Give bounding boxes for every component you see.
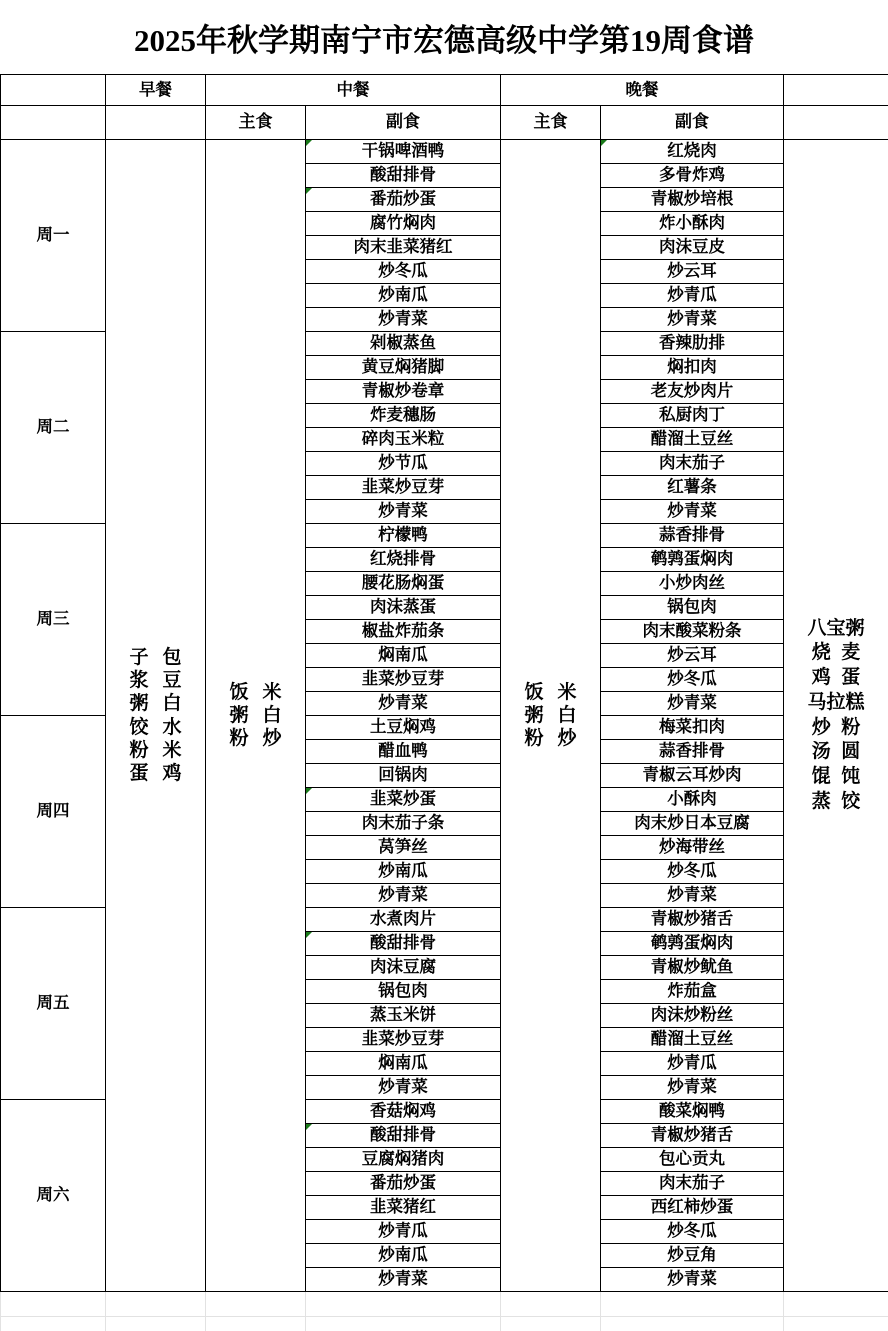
lunch-side-dish: 腰花肠焖蛋 bbox=[306, 572, 501, 596]
header-lunch-side: 副食 bbox=[306, 106, 501, 140]
breakfast-cell-char: 粉 bbox=[129, 739, 149, 761]
lunch-side-dish: 焖南瓜 bbox=[306, 1052, 501, 1076]
day-label-周六: 周六 bbox=[1, 1100, 106, 1292]
lunch-staple-cell-char: 米 bbox=[262, 681, 282, 703]
extra-snack-char: 粉 bbox=[841, 716, 861, 738]
empty-grid-cell[interactable] bbox=[1, 1316, 106, 1331]
empty-grid-cell[interactable] bbox=[784, 1316, 888, 1331]
breakfast-cell-char: 粥 bbox=[129, 693, 149, 715]
dinner-staple-cell-char: 粉 bbox=[524, 728, 544, 750]
lunch-side-dish: 炒青瓜 bbox=[306, 1220, 501, 1244]
empty-grid-cell[interactable] bbox=[206, 1316, 306, 1331]
lunch-side-dish: 香菇焖鸡 bbox=[306, 1100, 501, 1124]
dinner-side-dish: 炒云耳 bbox=[601, 644, 784, 668]
extra-snacks-list bbox=[784, 617, 888, 815]
lunch-side-dish: 土豆焖鸡 bbox=[306, 716, 501, 740]
lunch-side-dish: 炒南瓜 bbox=[306, 284, 501, 308]
lunch-staple-cell-char: 白 bbox=[262, 704, 282, 726]
header-corner-cell bbox=[1, 75, 106, 106]
dinner-side-dish: 炒冬瓜 bbox=[601, 668, 784, 692]
dinner-side-dish: 小炒肉丝 bbox=[601, 572, 784, 596]
header-row-categories bbox=[1, 106, 888, 140]
lunch-side-dish: 醋血鸭 bbox=[306, 740, 501, 764]
empty-grid-rows bbox=[0, 1292, 888, 1331]
header-dinner: 晚餐 bbox=[501, 75, 784, 106]
lunch-side-dish: 韭菜炒蛋 bbox=[306, 788, 501, 812]
breakfast-cell-char: 子 bbox=[129, 646, 149, 668]
empty-grid-cell[interactable] bbox=[306, 1292, 501, 1316]
empty-grid-row bbox=[1, 1316, 888, 1331]
dinner-side-dish: 包心贡丸 bbox=[601, 1148, 784, 1172]
lunch-staple-cell-char: 饭 bbox=[229, 681, 249, 703]
dinner-side-dish: 炒青菜 bbox=[601, 1268, 784, 1292]
menu-row bbox=[1, 140, 888, 164]
breakfast-cell-char: 水 bbox=[162, 716, 182, 738]
dinner-side-dish: 蒜香排骨 bbox=[601, 524, 784, 548]
breakfast-cell-char: 包 bbox=[162, 646, 182, 668]
lunch-side-dish: 蒸玉米饼 bbox=[306, 1004, 501, 1028]
dinner-side-dish: 酸菜焖鸭 bbox=[601, 1100, 784, 1124]
dinner-side-dish: 老友炒肉片 bbox=[601, 380, 784, 404]
header-sub-corner bbox=[1, 106, 106, 140]
dinner-side-dish: 青椒云耳炒肉 bbox=[601, 764, 784, 788]
empty-grid-row bbox=[1, 1292, 888, 1316]
lunch-side-dish: 腐竹焖肉 bbox=[306, 212, 501, 236]
header-lunch: 中餐 bbox=[206, 75, 501, 106]
cell-error-marker-icon bbox=[306, 932, 312, 938]
breakfast-cell bbox=[106, 140, 206, 1292]
dinner-side-dish: 肉沫炒粉丝 bbox=[601, 1004, 784, 1028]
header-sub-extra bbox=[784, 106, 888, 140]
empty-grid-cell[interactable] bbox=[1, 1292, 106, 1316]
dinner-staple-cell bbox=[501, 140, 601, 1292]
dinner-side-dish: 肉末酸菜粉条 bbox=[601, 620, 784, 644]
extra-snack-char: 饺 bbox=[841, 790, 861, 812]
dinner-side-dish: 锅包肉 bbox=[601, 596, 784, 620]
empty-grid-cell[interactable] bbox=[501, 1316, 601, 1331]
lunch-side-dish: 红烧排骨 bbox=[306, 548, 501, 572]
lunch-side-dish: 椒盐炸茄条 bbox=[306, 620, 501, 644]
lunch-side-dish: 炒青菜 bbox=[306, 500, 501, 524]
cell-error-marker-icon bbox=[306, 140, 312, 146]
lunch-side-dish: 炒节瓜 bbox=[306, 452, 501, 476]
cell-error-marker-icon bbox=[601, 140, 607, 146]
dinner-staple-cell-col-0 bbox=[558, 681, 577, 751]
lunch-side-dish: 酸甜排骨 bbox=[306, 164, 501, 188]
day-label-周一: 周一 bbox=[1, 140, 106, 332]
extra-snack-item: 八宝粥 bbox=[807, 617, 865, 639]
lunch-side-dish: 青椒炒卷章 bbox=[306, 380, 501, 404]
lunch-side-dish: 炒青菜 bbox=[306, 1268, 501, 1292]
lunch-side-dish: 豆腐焖猪肉 bbox=[306, 1148, 501, 1172]
extra-snack-item: 马拉糕 bbox=[807, 691, 865, 713]
dinner-side-dish: 炒青菜 bbox=[601, 884, 784, 908]
lunch-side-dish: 回锅肉 bbox=[306, 764, 501, 788]
dinner-side-dish: 醋溜土豆丝 bbox=[601, 428, 784, 452]
day-label-周三: 周三 bbox=[1, 524, 106, 716]
breakfast-cell-char: 豆 bbox=[162, 670, 182, 692]
breakfast-cell-char: 饺 bbox=[129, 716, 149, 738]
breakfast-cell-col-1 bbox=[129, 646, 148, 785]
dinner-staple-cell-char: 白 bbox=[557, 704, 577, 726]
empty-grid-cell[interactable] bbox=[106, 1292, 206, 1316]
dinner-side-dish: 炸茄盒 bbox=[601, 980, 784, 1004]
dinner-side-dish: 红烧肉 bbox=[601, 140, 784, 164]
dinner-staple-cell-char: 饭 bbox=[524, 681, 544, 703]
day-label-周二: 周二 bbox=[1, 332, 106, 524]
header-lunch-staple: 主食 bbox=[206, 106, 306, 140]
page-title-row bbox=[0, 0, 888, 74]
breakfast-cell-char: 鸡 bbox=[162, 762, 182, 784]
dinner-side-dish: 梅菜扣肉 bbox=[601, 716, 784, 740]
lunch-staple-cell-content bbox=[206, 681, 305, 751]
dinner-side-dish: 肉末茄子 bbox=[601, 452, 784, 476]
extra-snack-char: 汤 bbox=[811, 741, 831, 763]
lunch-side-dish: 肉沫豆腐 bbox=[306, 956, 501, 980]
dinner-staple-cell-col-1 bbox=[524, 681, 543, 751]
dinner-side-dish: 青椒炒猪舌 bbox=[601, 908, 784, 932]
dinner-staple-cell-char: 粥 bbox=[524, 704, 544, 726]
day-label-周五: 周五 bbox=[1, 908, 106, 1100]
lunch-staple-cell-char: 炒 bbox=[262, 728, 282, 750]
empty-grid-cell[interactable] bbox=[501, 1292, 601, 1316]
lunch-side-dish: 炸麦穗肠 bbox=[306, 404, 501, 428]
lunch-side-dish: 干锅啤酒鸭 bbox=[306, 140, 501, 164]
empty-grid-cell[interactable] bbox=[601, 1292, 784, 1316]
lunch-side-dish: 韭菜炒豆芽 bbox=[306, 476, 501, 500]
extra-snack-char: 圆 bbox=[841, 741, 861, 763]
header-dinner-staple: 主食 bbox=[501, 106, 601, 140]
menu-table bbox=[0, 74, 888, 1292]
dinner-side-dish: 私厨肉丁 bbox=[601, 404, 784, 428]
breakfast-cell-char: 白 bbox=[162, 693, 182, 715]
lunch-side-dish: 肉末茄子条 bbox=[306, 812, 501, 836]
extra-snack-char: 炒 bbox=[811, 716, 831, 738]
dinner-side-dish: 青椒炒培根 bbox=[601, 188, 784, 212]
extra-snack-char: 蒸 bbox=[811, 790, 831, 812]
header-breakfast: 早餐 bbox=[106, 75, 206, 106]
page-title: 2025年秋学期南宁市宏德高级中学第19周食谱 bbox=[134, 22, 754, 58]
breakfast-cell-char: 米 bbox=[162, 739, 182, 761]
header-dinner-side: 副食 bbox=[601, 106, 784, 140]
lunch-side-dish: 炒南瓜 bbox=[306, 1244, 501, 1268]
dinner-side-dish: 炒青菜 bbox=[601, 1076, 784, 1100]
lunch-side-dish: 酸甜排骨 bbox=[306, 1124, 501, 1148]
extra-snack-item bbox=[812, 716, 860, 741]
dinner-side-dish: 炒海带丝 bbox=[601, 836, 784, 860]
dinner-side-dish: 蒜香排骨 bbox=[601, 740, 784, 764]
lunch-side-dish: 肉末韭菜猪红 bbox=[306, 236, 501, 260]
dinner-side-dish: 鹌鹑蛋焖肉 bbox=[601, 548, 784, 572]
lunch-staple-cell-col-0 bbox=[263, 681, 282, 751]
empty-grid-cell[interactable] bbox=[601, 1316, 784, 1331]
dinner-side-dish: 多骨炸鸡 bbox=[601, 164, 784, 188]
lunch-staple-cell-col-1 bbox=[229, 681, 248, 751]
dinner-side-dish: 炒青瓜 bbox=[601, 1052, 784, 1076]
extra-snack-item bbox=[812, 790, 860, 815]
dinner-staple-cell-char: 炒 bbox=[557, 728, 577, 750]
lunch-side-dish: 水煮肉片 bbox=[306, 908, 501, 932]
extra-snack-item bbox=[812, 666, 860, 691]
dinner-side-dish: 青椒炒鱿鱼 bbox=[601, 956, 784, 980]
extra-snack-char: 蛋 bbox=[841, 667, 861, 689]
lunch-side-dish: 锅包肉 bbox=[306, 980, 501, 1004]
dinner-side-dish: 香辣肋排 bbox=[601, 332, 784, 356]
dinner-staple-cell-char: 米 bbox=[557, 681, 577, 703]
lunch-side-dish: 炒青菜 bbox=[306, 1076, 501, 1100]
extra-snack-char: 麦 bbox=[841, 642, 861, 664]
dinner-side-dish: 小酥肉 bbox=[601, 788, 784, 812]
lunch-side-dish: 肉沫蒸蛋 bbox=[306, 596, 501, 620]
extra-snack-item bbox=[812, 740, 860, 765]
breakfast-cell-content bbox=[106, 646, 205, 785]
lunch-staple-cell-char: 粉 bbox=[229, 728, 249, 750]
cell-error-marker-icon bbox=[306, 788, 312, 794]
dinner-side-dish: 炒豆角 bbox=[601, 1244, 784, 1268]
lunch-side-dish: 炒南瓜 bbox=[306, 860, 501, 884]
empty-grid-cell[interactable] bbox=[306, 1316, 501, 1331]
dinner-side-dish: 鹌鹑蛋焖肉 bbox=[601, 932, 784, 956]
dinner-side-dish: 炒冬瓜 bbox=[601, 860, 784, 884]
dinner-side-dish: 青椒炒猪舌 bbox=[601, 1124, 784, 1148]
lunch-side-dish: 番茄炒蛋 bbox=[306, 1172, 501, 1196]
dinner-side-dish: 醋溜土豆丝 bbox=[601, 1028, 784, 1052]
dinner-side-dish: 炒青菜 bbox=[601, 692, 784, 716]
lunch-side-dish: 番茄炒蛋 bbox=[306, 188, 501, 212]
lunch-side-dish: 韭菜炒豆芽 bbox=[306, 1028, 501, 1052]
cell-error-marker-icon bbox=[306, 1124, 312, 1130]
lunch-side-dish: 炒青菜 bbox=[306, 884, 501, 908]
lunch-side-dish: 炒冬瓜 bbox=[306, 260, 501, 284]
dinner-side-dish: 炒青菜 bbox=[601, 308, 784, 332]
header-row-meals bbox=[1, 75, 888, 106]
dinner-side-dish: 焖扣肉 bbox=[601, 356, 784, 380]
empty-grid-cell[interactable] bbox=[784, 1292, 888, 1316]
cell-error-marker-icon bbox=[306, 188, 312, 194]
empty-grid-cell[interactable] bbox=[206, 1292, 306, 1316]
extra-snack-char: 饨 bbox=[841, 765, 861, 787]
extra-snacks-cell bbox=[784, 140, 888, 1292]
dinner-side-dish: 炒冬瓜 bbox=[601, 1220, 784, 1244]
empty-grid-cell[interactable] bbox=[106, 1316, 206, 1331]
dinner-side-dish: 炒青瓜 bbox=[601, 284, 784, 308]
dinner-side-dish: 肉末炒日本豆腐 bbox=[601, 812, 784, 836]
extra-snack-char: 烧 bbox=[811, 642, 831, 664]
lunch-side-dish: 炒青菜 bbox=[306, 308, 501, 332]
lunch-side-dish: 柠檬鸭 bbox=[306, 524, 501, 548]
lunch-side-dish: 酸甜排骨 bbox=[306, 932, 501, 956]
extra-snack-char: 鸡 bbox=[811, 667, 831, 689]
breakfast-cell-col-0 bbox=[163, 646, 182, 785]
extra-snack-item bbox=[812, 641, 860, 666]
breakfast-cell-char: 浆 bbox=[129, 670, 149, 692]
dinner-side-dish: 肉沫豆皮 bbox=[601, 236, 784, 260]
lunch-side-dish: 韭菜炒豆芽 bbox=[306, 668, 501, 692]
header-sub-breakfast bbox=[106, 106, 206, 140]
lunch-side-dish: 剁椒蒸鱼 bbox=[306, 332, 501, 356]
lunch-side-dish: 碎肉玉米粒 bbox=[306, 428, 501, 452]
dinner-side-dish: 红薯条 bbox=[601, 476, 784, 500]
breakfast-cell-char: 蛋 bbox=[129, 762, 149, 784]
lunch-side-dish: 韭菜猪红 bbox=[306, 1196, 501, 1220]
lunch-side-dish: 莴笋丝 bbox=[306, 836, 501, 860]
extra-snack-item bbox=[812, 765, 860, 790]
lunch-side-dish: 黄豆焖猪脚 bbox=[306, 356, 501, 380]
dinner-side-dish: 肉末茄子 bbox=[601, 1172, 784, 1196]
lunch-staple-cell bbox=[206, 140, 306, 1292]
dinner-side-dish: 炒青菜 bbox=[601, 500, 784, 524]
lunch-side-dish: 焖南瓜 bbox=[306, 644, 501, 668]
lunch-staple-cell-char: 粥 bbox=[229, 704, 249, 726]
dinner-side-dish: 炒云耳 bbox=[601, 260, 784, 284]
header-extra bbox=[784, 75, 888, 106]
day-label-周四: 周四 bbox=[1, 716, 106, 908]
dinner-side-dish: 炸小酥肉 bbox=[601, 212, 784, 236]
extra-snack-char: 馄 bbox=[811, 765, 831, 787]
lunch-side-dish: 炒青菜 bbox=[306, 692, 501, 716]
dinner-staple-cell-content bbox=[501, 681, 600, 751]
dinner-side-dish: 西红柿炒蛋 bbox=[601, 1196, 784, 1220]
